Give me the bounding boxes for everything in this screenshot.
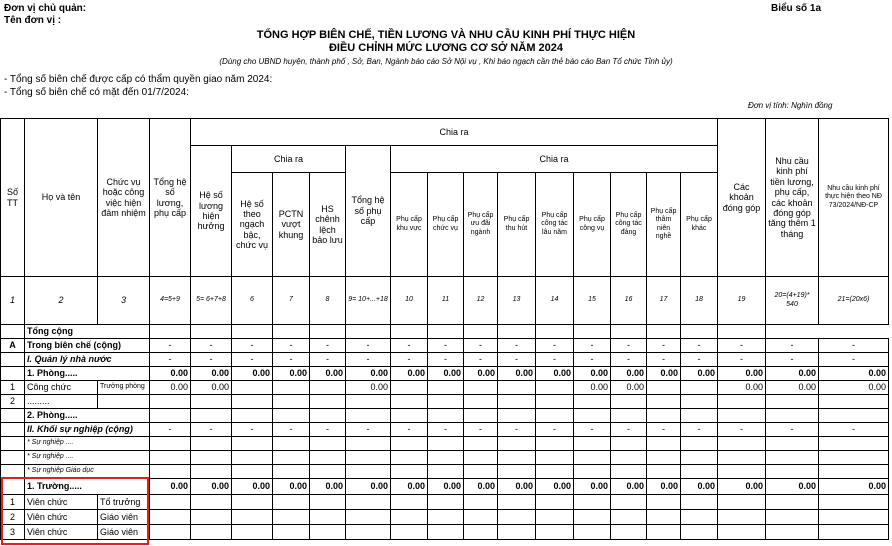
table-row bbox=[1, 423, 889, 437]
col-allow-7: Phụ cấp công tác đảng bbox=[611, 173, 647, 277]
dash-cell: - bbox=[273, 423, 310, 437]
dash-cell: - bbox=[232, 423, 273, 437]
column-number: 17 bbox=[647, 277, 681, 325]
value-cell: 0.00 bbox=[273, 479, 310, 495]
value-cell: 0.00 bbox=[498, 367, 536, 381]
value-cell: 0.00 bbox=[718, 479, 766, 495]
col-position: Chức vụ hoặc công việc hiện đảm nhiệm bbox=[98, 119, 150, 277]
value-cell: 0.00 bbox=[611, 367, 647, 381]
col-allow-9: Phụ cấp khác bbox=[681, 173, 718, 277]
dash-cell: - bbox=[766, 339, 819, 353]
value-cell: 0.00 bbox=[273, 367, 310, 381]
dash-cell: - bbox=[310, 339, 346, 353]
col-total-coef: Tổng hệ số lương, phụ cấp bbox=[150, 119, 191, 277]
column-number: 12 bbox=[464, 277, 498, 325]
unit-owner-label: Đơn vị chủ quản: bbox=[4, 3, 87, 14]
dash-cell: - bbox=[428, 339, 464, 353]
value-cell: 0.00 bbox=[428, 479, 464, 495]
dash-cell: - bbox=[574, 423, 611, 437]
dash-cell: - bbox=[464, 353, 498, 367]
dash-cell: - bbox=[391, 423, 428, 437]
value-cell: 0.00 bbox=[391, 367, 428, 381]
col-chia-ra: Chia ra bbox=[191, 119, 718, 146]
value-cell: 0.00 bbox=[536, 479, 574, 495]
column-number: 16 bbox=[611, 277, 647, 325]
value-cell: 0.00 bbox=[310, 367, 346, 381]
column-number: 8 bbox=[310, 277, 346, 325]
col-allow-8: Phụ cấp thâm niên nghề bbox=[647, 173, 681, 277]
value-cell: 0.00 bbox=[150, 367, 191, 381]
dash-cell: - bbox=[232, 339, 273, 353]
col-hs-diff: HS chênh lệch bảo lưu bbox=[310, 173, 346, 277]
dash-cell: - bbox=[346, 339, 391, 353]
col-allow-2: Phụ cấp chức vụ bbox=[428, 173, 464, 277]
table-row: 1 Viên chức Tổ trưởng bbox=[1, 495, 889, 510]
value-cell: 0.00 bbox=[647, 479, 681, 495]
col-pctn: PCTN vượt khung bbox=[273, 173, 310, 277]
value-cell: 0.00 bbox=[819, 479, 889, 495]
staff-present-line: - Tổng số biên chế có mặt đến 01/7/2024: bbox=[4, 87, 189, 98]
table-row bbox=[1, 353, 889, 367]
column-number: 21=(20x6) bbox=[819, 277, 889, 325]
value-cell: 0.00 bbox=[647, 367, 681, 381]
dash-cell: - bbox=[391, 353, 428, 367]
column-number: 11 bbox=[428, 277, 464, 325]
dash-cell: - bbox=[310, 353, 346, 367]
col-sub-chia-ra: Chia ra bbox=[232, 146, 346, 173]
dash-cell: - bbox=[191, 339, 232, 353]
column-number: 3 bbox=[98, 277, 150, 325]
total-label: Tổng cộng bbox=[25, 325, 150, 339]
col-allowance-chia-ra: Chia ra bbox=[391, 146, 718, 173]
value-cell: 0.00 bbox=[766, 479, 819, 495]
table-row bbox=[1, 409, 889, 423]
staff-quota-line: - Tổng số biên chế được cấp có thẩm quyền giao năm 2024: bbox=[4, 74, 273, 85]
col-allow-4: Phụ cấp thu hút bbox=[498, 173, 536, 277]
dash-cell: - bbox=[681, 339, 718, 353]
column-number: 19 bbox=[718, 277, 766, 325]
dash-cell: - bbox=[611, 423, 647, 437]
col-allow-1: Phụ cấp khu vực bbox=[391, 173, 428, 277]
column-number: 18 bbox=[681, 277, 718, 325]
table-row: * Sự nghiệp .... bbox=[1, 451, 889, 465]
table-row: * Sự nghiệp .... bbox=[1, 437, 889, 451]
table-row bbox=[1, 367, 889, 381]
column-number: 20=(4+19)* 540 bbox=[766, 277, 819, 325]
ii-label: II. Khối sự nghiệp (cộng) bbox=[25, 423, 150, 437]
dept2-label: 2. Phòng..... bbox=[25, 409, 150, 423]
value-cell: 0.00 bbox=[611, 479, 647, 495]
table-row bbox=[1, 325, 889, 339]
value-cell: 0.00 bbox=[232, 479, 273, 495]
report-subtitle: (Dùng cho UBND huyện, thành phố , Sở, Ban, Ngành báo cáo Sở Nội vụ , Khi báo ngạch cần thẻ báo cáo Ban Tổ chức Tỉnh ủy) bbox=[219, 57, 673, 66]
dash-cell: - bbox=[718, 339, 766, 353]
value-cell: 0.00 bbox=[232, 367, 273, 381]
column-number: 4=5+9 bbox=[150, 277, 191, 325]
table-row: 2 ......... bbox=[1, 395, 889, 409]
value-cell: 0.00 bbox=[819, 367, 889, 381]
form-code: Biểu số 1a bbox=[771, 3, 822, 14]
column-number: 13 bbox=[498, 277, 536, 325]
value-cell: 0.00 bbox=[574, 367, 611, 381]
dash-cell: - bbox=[647, 339, 681, 353]
col-salary-coef: Hệ số lương hiện hưởng bbox=[191, 146, 232, 277]
value-cell: 0.00 bbox=[346, 479, 391, 495]
col-stt: Số TT bbox=[1, 119, 25, 277]
col-name: Họ và tên bbox=[25, 119, 98, 277]
column-number: 9= 10+...+18 bbox=[346, 277, 391, 325]
dash-cell: - bbox=[536, 423, 574, 437]
value-cell: 0.00 bbox=[574, 479, 611, 495]
value-cell: 0.00 bbox=[191, 367, 232, 381]
dash-cell: - bbox=[498, 423, 536, 437]
column-number: 2 bbox=[25, 277, 98, 325]
dash-cell: - bbox=[464, 423, 498, 437]
dash-cell: - bbox=[150, 423, 191, 437]
dash-cell: - bbox=[310, 423, 346, 437]
table-row bbox=[1, 479, 889, 495]
value-cell: 0.00 bbox=[310, 479, 346, 495]
table-row: 2 Viên chức Giáo viên bbox=[1, 510, 889, 525]
column-number: 15 bbox=[574, 277, 611, 325]
unit-name-label: Tên đơn vị : bbox=[4, 15, 62, 26]
dash-cell: - bbox=[428, 423, 464, 437]
table-row: * Sự nghiệp Giáo dục bbox=[1, 465, 889, 479]
value-cell: 0.00 bbox=[766, 367, 819, 381]
dash-cell: - bbox=[574, 339, 611, 353]
value-cell: 0.00 bbox=[150, 479, 191, 495]
dash-cell: - bbox=[611, 339, 647, 353]
unit-note: Đơn vị tính: Nghìn đồng bbox=[748, 101, 833, 110]
dash-cell: - bbox=[346, 353, 391, 367]
school-label: 1. Trường..... bbox=[25, 479, 150, 495]
dash-cell: - bbox=[346, 423, 391, 437]
value-cell: 0.00 bbox=[464, 367, 498, 381]
column-number: 5= 6+7+8 bbox=[191, 277, 232, 325]
column-number: 6 bbox=[232, 277, 273, 325]
dash-cell: - bbox=[681, 353, 718, 367]
value-cell: 0.00 bbox=[428, 367, 464, 381]
col-allow-5: Phụ cấp công tác lâu năm bbox=[536, 173, 574, 277]
dash-cell: - bbox=[718, 423, 766, 437]
dash-cell: - bbox=[428, 353, 464, 367]
dash-cell: - bbox=[536, 339, 574, 353]
table-row: 1 Công chức Trưởng phòng 0.00 0.00 0.00 0.00 0.00 0.00 0.00 0.00 bbox=[1, 381, 889, 395]
dash-cell: - bbox=[766, 423, 819, 437]
column-number: 7 bbox=[273, 277, 310, 325]
dash-cell: - bbox=[273, 339, 310, 353]
dash-cell: - bbox=[647, 353, 681, 367]
dash-cell: - bbox=[464, 339, 498, 353]
col-need-decree: Nhu cầu kinh phí thực hiện theo NĐ 73/2024/NĐ-CP bbox=[819, 119, 889, 277]
dash-cell: - bbox=[191, 423, 232, 437]
col-allow-6: Phụ cấp công vụ bbox=[574, 173, 611, 277]
col-contributions: Các khoản đóng góp bbox=[718, 119, 766, 277]
value-cell: 0.00 bbox=[681, 367, 718, 381]
table-row: 3 Viên chức Giáo viên bbox=[1, 525, 889, 540]
dash-cell: - bbox=[819, 423, 889, 437]
dash-cell: - bbox=[232, 353, 273, 367]
column-number: 10 bbox=[391, 277, 428, 325]
dash-cell: - bbox=[819, 353, 889, 367]
report-title-line2: ĐIỀU CHỈNH MỨC LƯƠNG CƠ SỞ NĂM 2024 bbox=[328, 42, 564, 54]
report-title-line1: TỔNG HỢP BIÊN CHẾ, TIỀN LƯƠNG VÀ NHU CẦU KINH PHÍ THỰC HIỆN bbox=[256, 29, 636, 41]
dash-cell: - bbox=[681, 423, 718, 437]
col-need-month: Nhu cầu kinh phí tiền lương, phụ cấp, các khoản đóng góp tăng thêm 1 tháng bbox=[766, 119, 819, 277]
column-number-row bbox=[1, 277, 889, 325]
value-cell: 0.00 bbox=[346, 367, 391, 381]
value-cell: 0.00 bbox=[536, 367, 574, 381]
value-cell: 0.00 bbox=[681, 479, 718, 495]
dash-cell: - bbox=[574, 353, 611, 367]
dash-cell: - bbox=[498, 353, 536, 367]
value-cell: 0.00 bbox=[718, 367, 766, 381]
column-number: 14 bbox=[536, 277, 574, 325]
a-label: Trong biên chế (cộng) bbox=[25, 339, 150, 353]
salary-table bbox=[0, 118, 889, 540]
dash-cell: - bbox=[536, 353, 574, 367]
dash-cell: - bbox=[391, 339, 428, 353]
value-cell: 0.00 bbox=[498, 479, 536, 495]
value-cell: 0.00 bbox=[191, 479, 232, 495]
column-number: 1 bbox=[1, 277, 25, 325]
dash-cell: - bbox=[766, 353, 819, 367]
dash-cell: - bbox=[819, 339, 889, 353]
col-allowance-total: Tổng hệ số phụ cấp bbox=[346, 146, 391, 277]
value-cell: 0.00 bbox=[391, 479, 428, 495]
col-rank-coef: Hệ số theo ngạch bậc, chức vụ bbox=[232, 173, 273, 277]
dept1-label: 1. Phòng..... bbox=[25, 367, 150, 381]
dash-cell: - bbox=[718, 353, 766, 367]
table-row: A Trong biên chế (cộng) - - - - - - - - - - - - - - - - - - bbox=[1, 339, 889, 353]
col-allow-3: Phụ cấp ưu đãi ngành bbox=[464, 173, 498, 277]
dash-cell: - bbox=[150, 339, 191, 353]
dash-cell: - bbox=[611, 353, 647, 367]
i-label: I. Quản lý nhà nước bbox=[25, 353, 150, 367]
dash-cell: - bbox=[150, 353, 191, 367]
value-cell: 0.00 bbox=[464, 479, 498, 495]
dash-cell: - bbox=[273, 353, 310, 367]
dash-cell: - bbox=[191, 353, 232, 367]
dash-cell: - bbox=[647, 423, 681, 437]
dash-cell: - bbox=[498, 339, 536, 353]
